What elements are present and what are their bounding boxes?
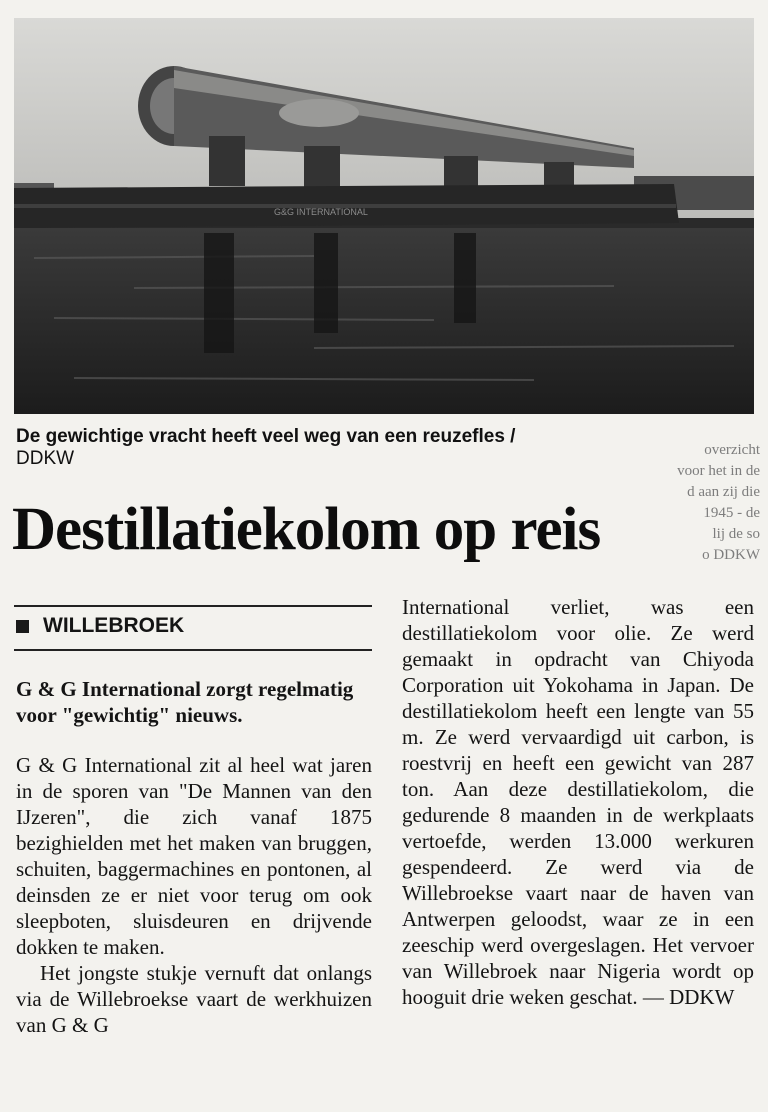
article-column-right xyxy=(402,594,754,1010)
adjacent-article-fragment xyxy=(580,440,760,566)
dateline-square-icon xyxy=(16,620,29,633)
article-lead: G & G International zorgt regelmatig voor "gewichtig" nieuws. xyxy=(16,677,354,727)
article-paragraph-1: G & G International zit al heel wat jaren in de sporen van "De Mannen van den IJzeren", die zich vanaf 1875 bezighielden met het maken van bruggen, schuiten, baggermachines en pontonen, al deinsden ze er niet voor terug om ook sleepboten, sluisdeuren en drijvende dokken te maken. xyxy=(16,753,372,959)
bleed-line: voor het in de xyxy=(677,463,760,479)
bleed-line: overzicht xyxy=(704,442,760,458)
bleed-line: d aan zij die xyxy=(687,484,760,500)
article-photo xyxy=(14,18,754,414)
photo-illustration xyxy=(14,18,754,414)
caption-credit: DDKW xyxy=(16,448,75,469)
dateline xyxy=(16,614,184,638)
dateline-rule-bottom xyxy=(14,649,372,651)
dateline-rule-top xyxy=(14,605,372,607)
caption-text: De gewichtige vracht heeft veel weg van een reuzefles / xyxy=(16,426,516,447)
bleed-line: o DDKW xyxy=(702,547,760,563)
bleed-line: 1945 - de xyxy=(703,505,760,521)
article-column-left xyxy=(16,676,372,1038)
article-paragraph-3: International verliet, was een destillatiekolom voor olie. Ze werd gemaakt in opdracht van Chiyoda Corporation uit Yokohama in Japan. De destillatiekolom heeft een lengte van 55 m. Ze werd vervaardigd uit carbon, is roestvrij en heeft een gewicht van 287 ton. Aan deze destillatiekolom, die gedurende 8 maanden in de werkplaats vertoefde, werden 13.000 werkuren gespendeerd. Ze werd via de Willebroekse vaart naar de haven van Antwerpen geloodst, waar ze in een zeeschip werd overgeslagen. Het vervoer van Willebroek naar Nigeria wordt op hooguit drie weken geschat. — DDKW xyxy=(402,595,754,1009)
headline: Destillatiekolom op reis xyxy=(12,496,601,563)
dateline-text: WILLEBROEK xyxy=(43,614,185,637)
bleed-line: lij de so xyxy=(712,526,760,542)
barge-text: G&G INTERNATIONAL xyxy=(274,207,368,217)
article-paragraph-2: Het jongste stukje vernuft dat onlangs via de Willebroekse vaart de werkhuizen van G & G xyxy=(16,961,372,1037)
